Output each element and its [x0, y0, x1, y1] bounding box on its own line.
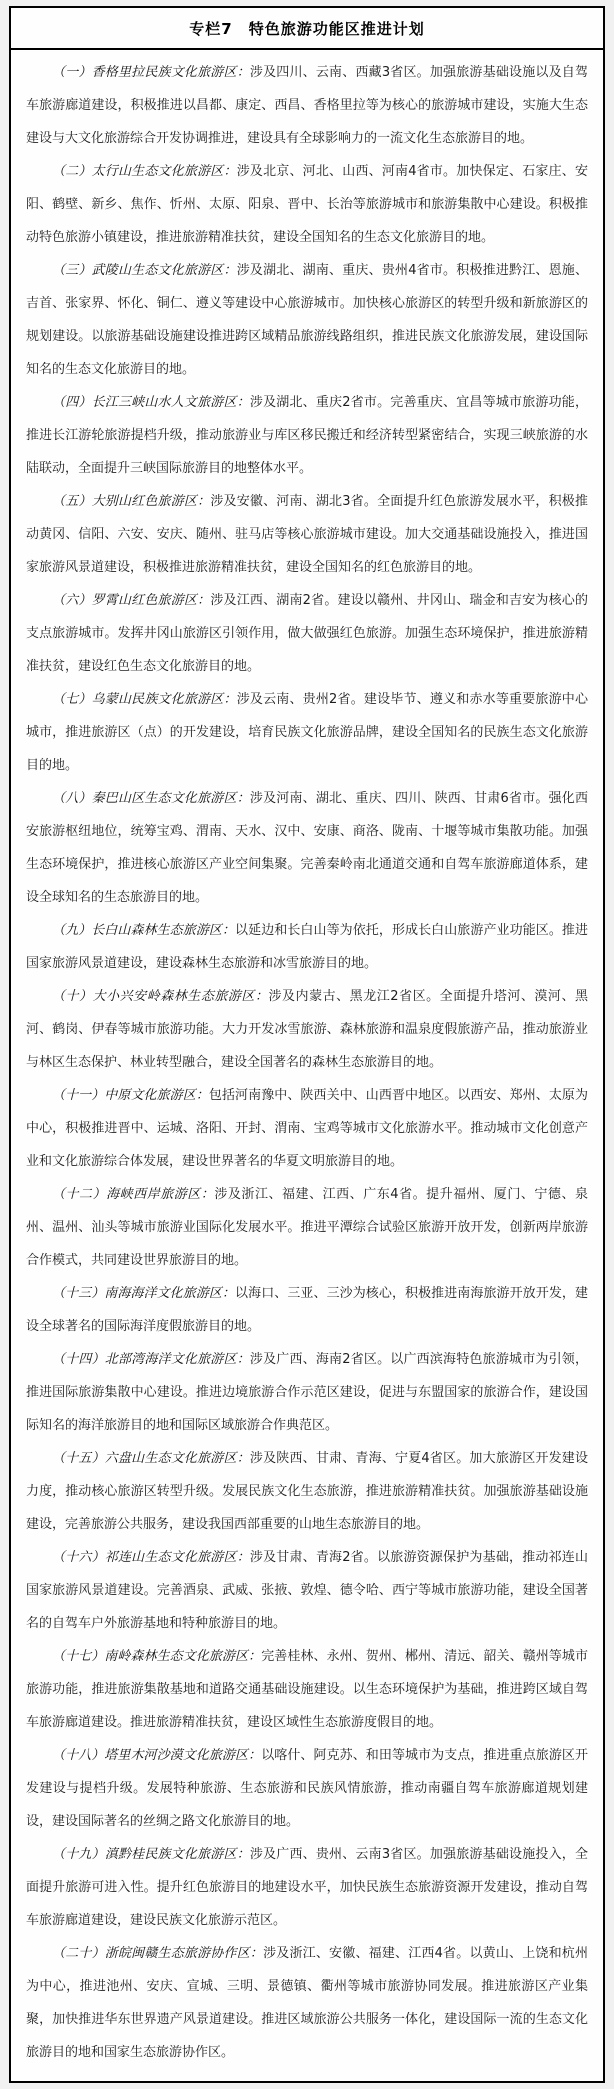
item-body: 涉及安徽、河南、湖北3省。全面提升红色旅游发展水平，积极推动黄冈、信阳、六安、安庆、随州、驻马店等核心旅游城市建设。加大交通基础设施投入，推进国家旅游风景道建设，积极推进旅游精准扶贫，建设全国知名的红色旅游目的地。: [26, 494, 588, 575]
item-body: 以海口、三亚、三沙为核心，积极推进南海旅游开放开发，建设全球著名的国际海洋度假旅游目的地。: [26, 1286, 588, 1334]
item-body: 包括河南豫中、陕西关中、山西晋中地区。以西安、郑州、太原为中心，积极推进晋中、运城、洛阳、开封、渭南、宝鸡等城市文化旅游水平。推动城市文化创意产业和文化旅游综合体发展，建设世界著名的华夏文明旅游目的地。: [26, 1088, 588, 1169]
list-item: [26, 1178, 588, 1277]
list-item: [26, 386, 588, 485]
item-body: 涉及河南、湖北、重庆、四川、陕西、甘肃6省市。强化西安旅游枢纽地位，统筹宝鸡、渭南、天水、汉中、安康、商洛、陇南、十堰等城市集散功能。加强生态环境保护，推进核心旅游区产业空间集聚。完善秦岭南北通道交通和自驾车旅游廊道体系，建设全球知名的生态旅游目的地。: [26, 791, 588, 905]
item-heading: （十九）滇黔桂民族文化旅游区：: [52, 1847, 250, 1862]
list-item: [26, 1838, 588, 1937]
item-heading: （一）香格里拉民族文化旅游区：: [52, 65, 250, 80]
item-heading: （八）秦巴山区生态文化旅游区：: [52, 791, 250, 806]
list-item: [26, 584, 588, 683]
item-body: 涉及北京、河北、山西、河南4省市。加快保定、石家庄、安阳、鹤壁、新乡、焦作、忻州、太原、阳泉、晋中、长治等旅游城市和旅游集散中心建设。积极推动特色旅游小镇建设，推进旅游精准扶贫，建设全国知名的生态文化旅游目的地。: [26, 164, 588, 245]
item-heading: （十四）北部湾海洋文化旅游区：: [52, 1352, 250, 1367]
list-item: [26, 1739, 588, 1838]
item-heading: （二十）浙皖闽赣生态旅游协作区：: [52, 1946, 264, 1961]
list-item: [26, 155, 588, 254]
item-heading: （九）长白山森林生态旅游区：: [52, 923, 236, 938]
item-body: 涉及云南、贵州2省。建设毕节、遵义和赤水等重要旅游中心城市，推进旅游区（点）的开发建设，培育民族文化旅游品牌，建设全国知名的民族生态文化旅游目的地。: [26, 692, 588, 773]
list-item: [26, 1079, 588, 1178]
item-heading: （十八）塔里木河沙漠文化旅游区：: [52, 1748, 262, 1763]
list-item: [26, 980, 588, 1079]
item-body: 以喀什、阿克苏、和田等城市为支点，推进重点旅游区开发建设与提档升级。发展特种旅游、生态旅游和民族风情旅游，推动南疆自驾车旅游廊道规划建设，建设国际著名的丝绸之路文化旅游目的地。: [26, 1748, 588, 1829]
list-item: [26, 1277, 588, 1343]
list-item: [26, 485, 588, 584]
item-heading: （三）武陵山生态文化旅游区：: [52, 263, 237, 278]
item-body: 涉及湖北、重庆2省市。完善重庆、宜昌等城市旅游功能，推进长江游轮旅游提档升级，推动旅游业与库区移民搬迁和经济转型紧密结合，实现三峡旅游的水陆联动，全面提升三峡国际旅游目的地整体水平。: [26, 395, 588, 476]
item-heading: （十）大小兴安岭森林生态旅游区：: [52, 989, 269, 1004]
item-heading: （十一）中原文化旅游区：: [52, 1088, 209, 1103]
list-item: [26, 1442, 588, 1541]
list-item: [26, 1640, 588, 1739]
item-heading: （十七）南岭森林生态文化旅游区：: [52, 1649, 262, 1664]
list-item: [26, 1343, 588, 1442]
item-heading: （十二）海峡西岸旅游区：: [52, 1187, 215, 1202]
item-body: 完善桂林、永州、贺州、郴州、清远、韶关、赣州等城市旅游功能，推进旅游集散基地和道路交通基础设施建设。以生态环境保护为基础，推进跨区域自驾车旅游廊道建设。推进旅游精准扶贫，建设区域性生态旅游度假目的地。: [26, 1649, 588, 1730]
document-panel: [9, 6, 605, 2083]
list-item: [26, 254, 588, 386]
panel-title: 专栏7 特色旅游功能区推进计划: [11, 8, 603, 50]
item-body: 涉及四川、云南、西藏3省区。加强旅游基础设施以及自驾车旅游廊道建设，积极推进以昌都、康定、西昌、香格里拉等为核心的旅游城市建设，实施大生态建设与大文化旅游综合开发协调推进，建设具有全球影响力的一流文化生态旅游目的地。: [26, 65, 588, 146]
item-heading: （七）乌蒙山民族文化旅游区：: [52, 692, 237, 707]
panel-body: [11, 50, 603, 2081]
list-item: [26, 914, 588, 980]
item-heading: （四）长江三峡山水人文旅游区：: [52, 395, 250, 410]
list-item: [26, 683, 588, 782]
item-body: 涉及陕西、甘肃、青海、宁夏4省区。加大旅游区开发建设力度，推动核心旅游区转型升级。发展民族文化生态旅游，推进旅游精准扶贫。加强旅游基础设施建设，完善旅游公共服务，建设我国西部重要的山地生态旅游目的地。: [26, 1451, 588, 1532]
item-heading: （十三）南海海洋文化旅游区：: [52, 1286, 236, 1301]
item-body: 涉及浙江、福建、江西、广东4省。提升福州、厦门、宁德、泉州、温州、汕头等城市旅游业国际化发展水平。推进平潭综合试验区旅游开放开发，创新两岸旅游合作模式，共同建设世界旅游目的地。: [26, 1187, 588, 1268]
item-body: 涉及内蒙古、黑龙江2省区。全面提升塔河、漠河、黑河、鹤岗、伊春等城市旅游功能。大力开发冰雪旅游、森林旅游和温泉度假旅游产品，推动旅游业与林区生态保护、林业转型融合，建设全国著名的森林生态旅游目的地。: [26, 989, 588, 1070]
item-body: 涉及甘肃、青海2省。以旅游资源保护为基础，推动祁连山国家旅游风景道建设。完善酒泉、武威、张掖、敦煌、德令哈、西宁等城市旅游功能，建设全国著名的自驾车户外旅游基地和特种旅游目的地。: [26, 1550, 588, 1631]
item-heading: （五）大别山红色旅游区：: [52, 494, 211, 509]
item-body: 涉及广西、海南2省区。以广西滨海特色旅游城市为引领，推进国际旅游集散中心建设。推进边境旅游合作示范区建设，促进与东盟国家的旅游合作，建设国际知名的海洋旅游目的地和国际区域旅游合作典范区。: [26, 1352, 588, 1433]
item-body: 以延边和长白山等为依托，形成长白山旅游产业功能区。推进国家旅游风景道建设，建设森林生态旅游和冰雪旅游目的地。: [26, 923, 588, 971]
item-body: 涉及广西、贵州、云南3省区。加强旅游基础设施投入，全面提升旅游可进入性。提升红色旅游目的地建设水平，加快民族生态旅游资源开发建设，推动自驾车旅游廊道建设，建设民族文化旅游示范区。: [26, 1847, 588, 1928]
list-item: [26, 782, 588, 914]
list-item: [26, 1937, 588, 2069]
item-heading: （二）太行山生态文化旅游区：: [52, 164, 237, 179]
item-heading: （十六）祁连山生态文化旅游区：: [52, 1550, 250, 1565]
item-body: 涉及浙江、安徽、福建、江西4省。以黄山、上饶和杭州为中心，推进池州、安庆、宣城、三明、景德镇、衢州等城市旅游协同发展。推进旅游区产业集聚，加快推进华东世界遗产风景道建设。推进区域旅游公共服务一体化，建设国际一流的生态文化旅游目的地和国家生态旅游协作区。: [26, 1946, 588, 2060]
item-body: 涉及湖北、湖南、重庆、贵州4省市。积极推进黔江、恩施、吉首、张家界、怀化、铜仁、遵义等建设中心旅游城市。加快核心旅游区的转型升级和新旅游区的规划建设。以旅游基础设施建设推进跨区域精品旅游线路组织，推进民族文化旅游发展，建设国际知名的生态文化旅游目的地。: [26, 263, 588, 377]
item-heading: （六）罗霄山红色旅游区：: [52, 593, 211, 608]
list-item: [26, 1541, 588, 1640]
item-heading: （十五）六盘山生态文化旅游区：: [52, 1451, 250, 1466]
item-body: 涉及江西、湖南2省。建设以赣州、井冈山、瑞金和吉安为核心的支点旅游城市。发挥井冈山旅游区引领作用，做大做强红色旅游。加强生态环境保护，推进旅游精准扶贫，建设红色生态文化旅游目的地。: [26, 593, 588, 674]
list-item: [26, 56, 588, 155]
